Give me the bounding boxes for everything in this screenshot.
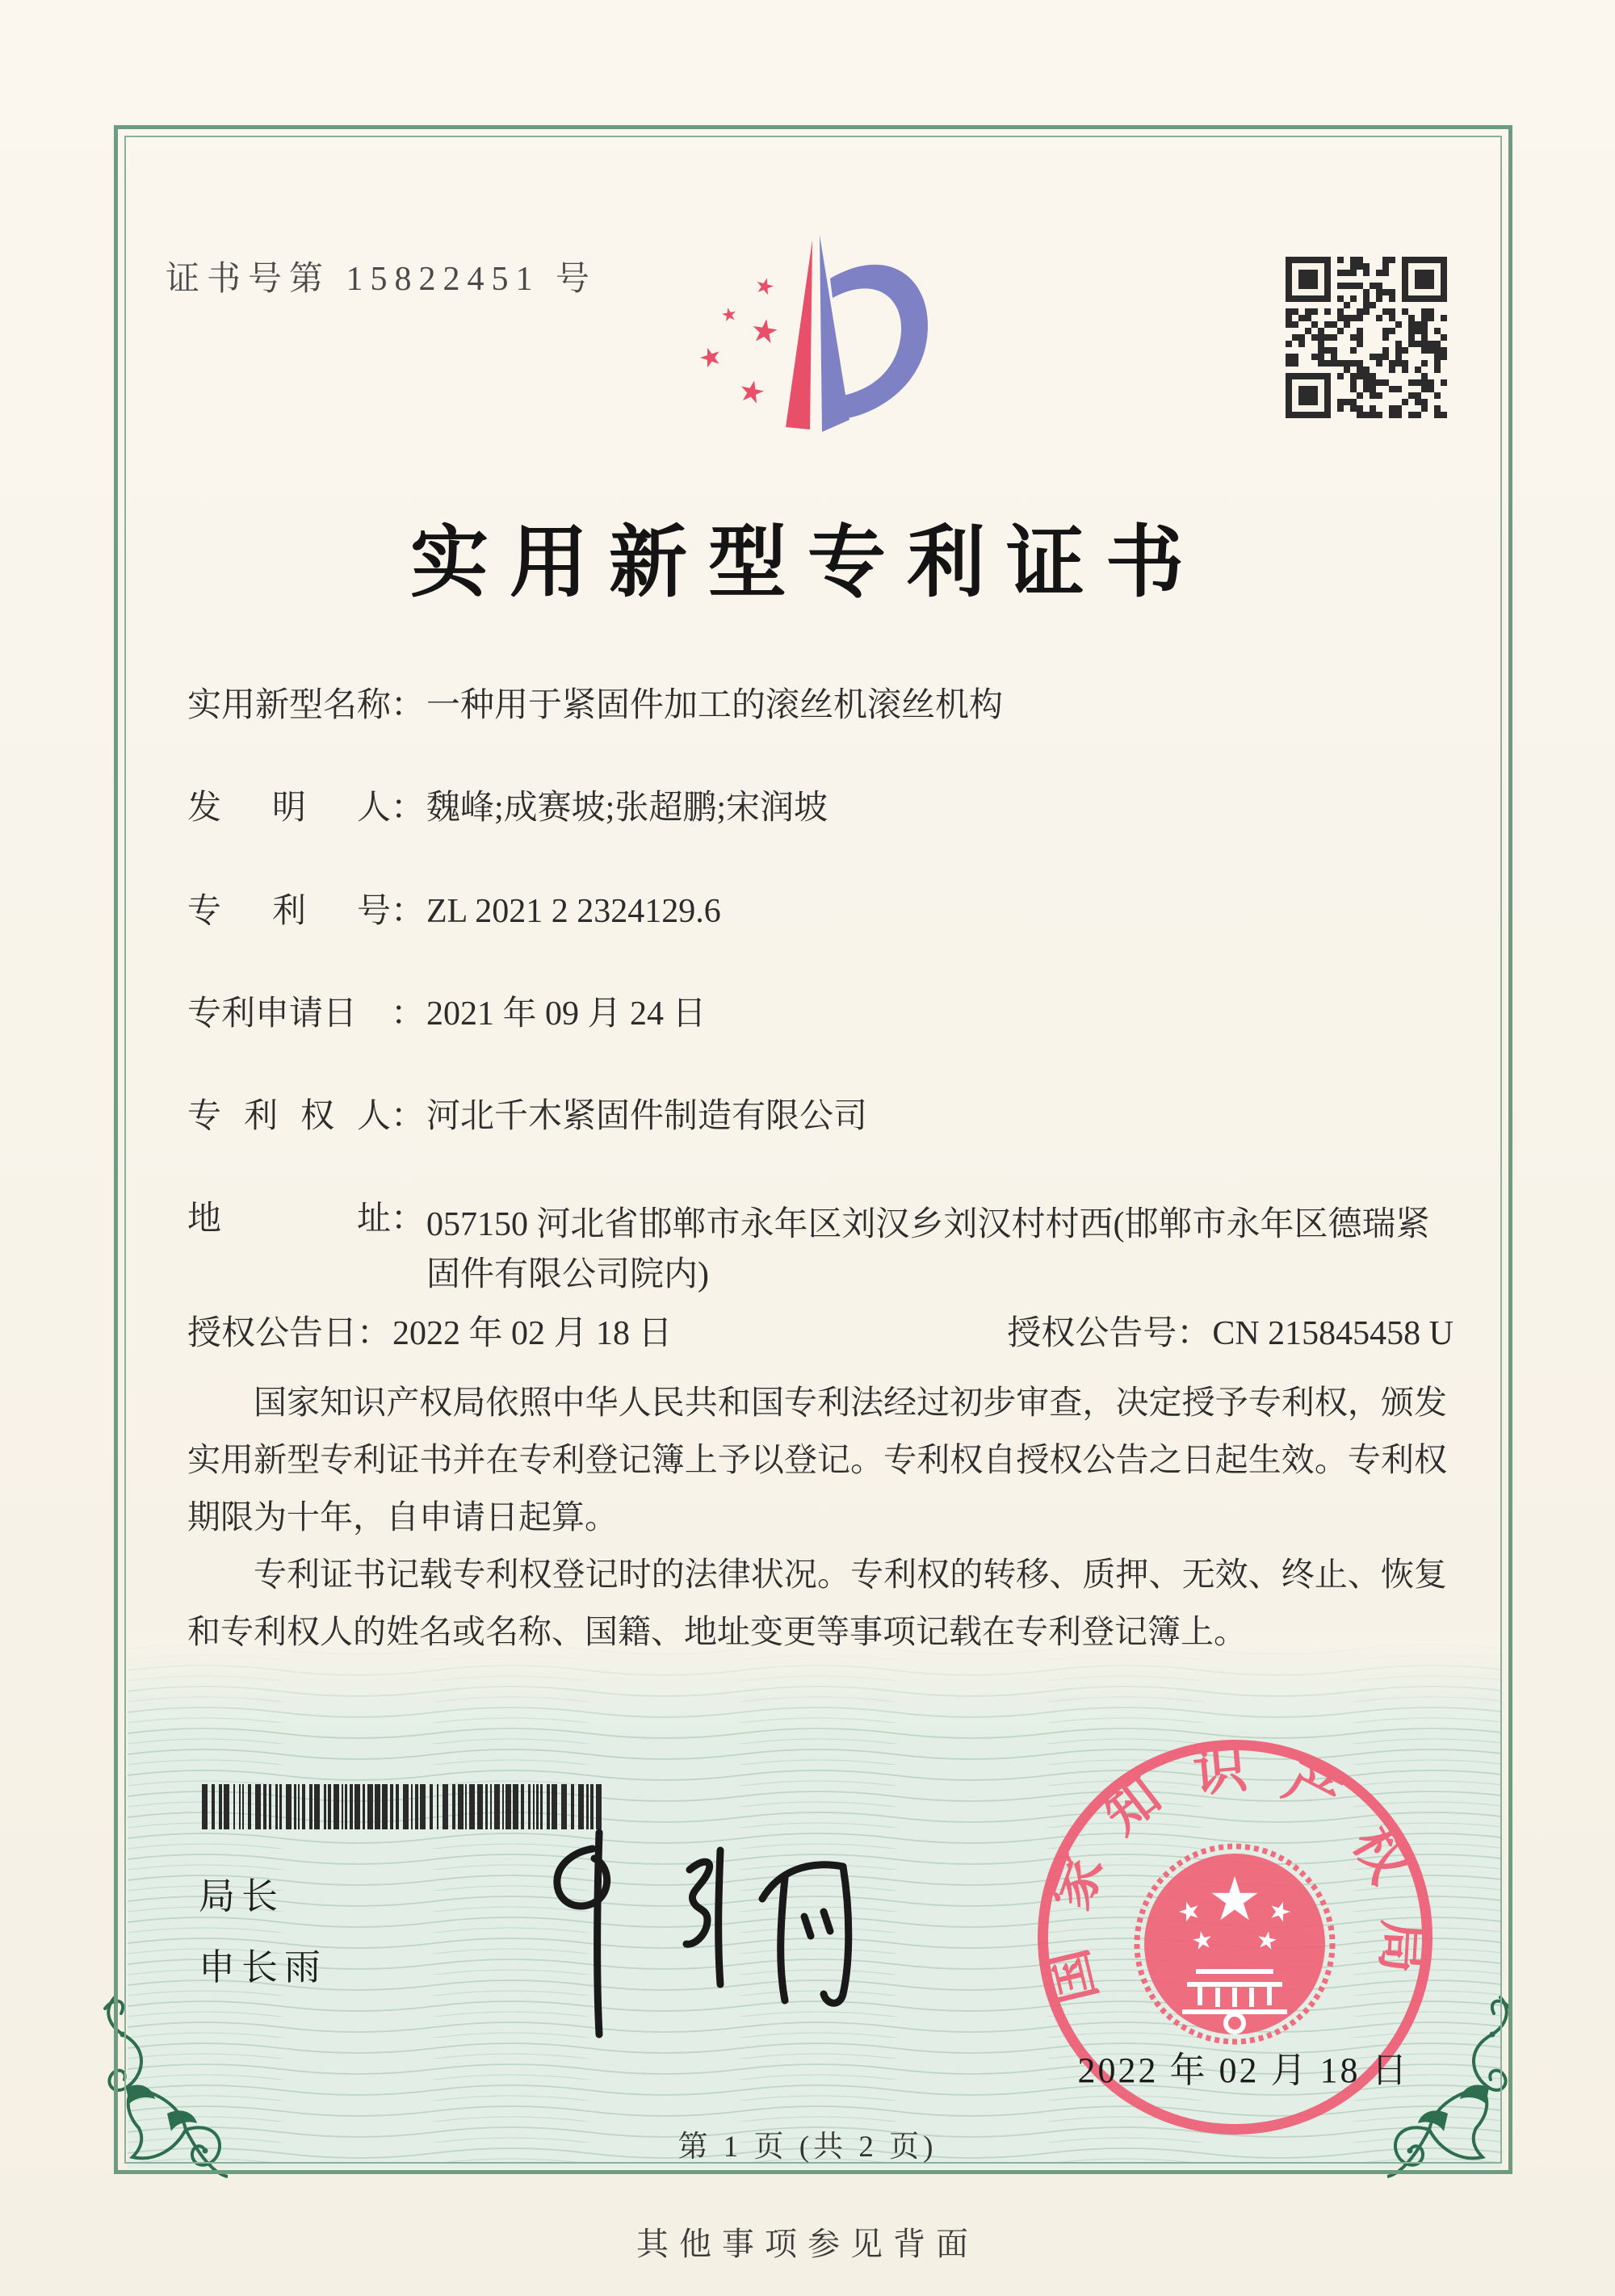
cnipa-patent-logo-icon: [690, 228, 941, 440]
field-value: 魏峰;成赛坡;张超鹏;宋润坡: [426, 790, 828, 827]
field-value: 河北千木紧固件制造有限公司: [426, 1098, 868, 1136]
grant-number-label: 授权公告号: [1007, 1315, 1177, 1353]
commissioner-name: 申长雨: [199, 1947, 328, 1988]
grant-number-group: [1007, 1314, 1454, 1353]
field-row-grant: [187, 1314, 1454, 1353]
field-colon: ：: [391, 1098, 426, 1136]
field-colon: ：: [391, 995, 426, 1033]
field-label: 实用新型名称: [187, 687, 392, 724]
field-colon: ：: [1177, 1315, 1211, 1353]
field-value: ZL 2021 2 2324129.6: [426, 892, 721, 930]
certificate-number: 证书号第 15822451 号: [166, 261, 598, 298]
field-value: 2021 年 09 月 24 日: [426, 995, 707, 1033]
back-side-note: 其他事项参见背面: [636, 2226, 979, 2262]
grant-number-value: CN 215845458 U: [1212, 1315, 1454, 1353]
grant-date-value: 2022 年 02 月 18 日: [392, 1315, 673, 1353]
field-label: 专利权人: [187, 1098, 391, 1136]
field-row-utility-model-name: [187, 686, 1454, 725]
field-value: 一种用于紧固件加工的滚丝机滚丝机构: [426, 687, 1004, 724]
seal-date: 2022 年 02 月 18 日: [1077, 2051, 1410, 2090]
commissioner-signature-icon: [478, 1818, 914, 2060]
field-row-patentee: [187, 1097, 1454, 1136]
field-row-patent-number: [187, 892, 1454, 931]
field-colon: ：: [357, 1315, 392, 1353]
field-label: 专利申请日: [187, 995, 358, 1033]
qr-code-icon: [1286, 257, 1447, 418]
page-number: 第 1 页 (共 2 页): [677, 2131, 938, 2164]
legal-paragraph-1: 国家知识产权局依照中华人民共和国专利法经过初步审查，决定授予专利权，颁发实用新型专利证书并在专利登记簿上予以登记。专利权自授权公告之日起生效。专利权期限为十年，自申请日起算。: [187, 1384, 1447, 1536]
field-colon: ：: [391, 790, 426, 827]
seal-text: 国家知识产权局: [1038, 1739, 1433, 2009]
certificate-title: 实用新型专利证书: [410, 520, 1205, 606]
field-value: 057150 河北省邯郸市永年区刘汉乡刘汉村村西(邯郸市永年区德瑞紧固件有限公司院内): [426, 1206, 1430, 1294]
commissioner-title: 局长: [199, 1876, 285, 1917]
field-colon: ：: [391, 1200, 426, 1238]
field-list: [187, 686, 1454, 1354]
grant-date-label: 授权公告日: [187, 1315, 358, 1353]
legal-text: [187, 1374, 1447, 1661]
field-label: 发明人: [187, 790, 391, 827]
field-label: 地址: [187, 1200, 391, 1238]
field-colon: ：: [391, 892, 426, 930]
field-row-inventors: [187, 789, 1454, 827]
field-colon: ：: [391, 687, 426, 724]
field-label: 专利号: [187, 892, 391, 930]
field-row-address: [187, 1200, 1454, 1300]
legal-paragraph-2: 专利证书记载专利权登记时的法律状况。专利权的转移、质押、无效、终止、恢复和专利权人的姓名或名称、国籍、地址变更等事项记载在专利登记簿上。: [187, 1556, 1447, 1650]
field-row-filing-date: [187, 995, 1454, 1033]
